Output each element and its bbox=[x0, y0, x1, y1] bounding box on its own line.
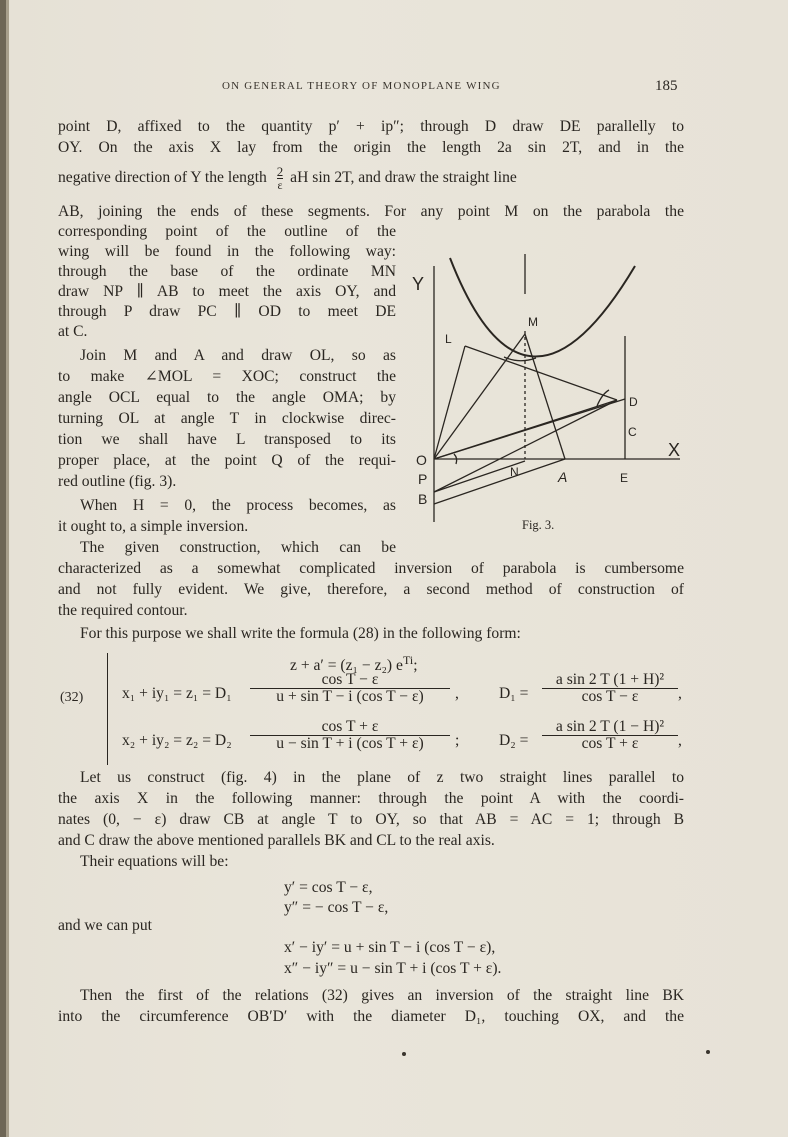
equation-superscript: Ti bbox=[402, 653, 414, 667]
text-line: proper place, at the point Q of the requi- bbox=[58, 452, 396, 469]
equation-y-double-prime: y″ = − cos T − ε, bbox=[284, 899, 389, 916]
fraction bbox=[542, 719, 678, 752]
text-line: corresponding point of the outline of the bbox=[58, 223, 396, 240]
equation-d1: D₁ = bbox=[499, 685, 529, 702]
fraction bbox=[250, 672, 450, 705]
label-b: B bbox=[418, 491, 428, 507]
text-line: nates (0, − ε) draw CB at angle T to OY, so that AB = AC = 1; through B bbox=[58, 811, 684, 828]
text-fragment: aH sin 2T, and draw the straight line bbox=[290, 169, 517, 187]
page-number: 185 bbox=[655, 78, 678, 94]
line-lc bbox=[465, 346, 617, 400]
text-line: tion we shall have L transposed to its bbox=[58, 431, 396, 448]
equation-d2: D₂ = bbox=[499, 732, 529, 749]
equation-comma: , bbox=[455, 685, 459, 702]
fraction-denominator: cos T + ε bbox=[581, 735, 639, 752]
text-line: red outline (fig. 3). bbox=[58, 473, 177, 490]
equation-semicolon: ; bbox=[455, 732, 460, 749]
equation-line-2 bbox=[122, 684, 232, 704]
text-line: For this purpose we shall write the formula (28) in the following form: bbox=[80, 625, 521, 642]
text-line: and not fully evident. We give, therefore, a second method of construction of bbox=[58, 581, 684, 598]
fraction bbox=[542, 672, 678, 705]
text-line: turning OL at angle T in clockwise direc- bbox=[58, 410, 396, 427]
angle-arc-m bbox=[504, 357, 536, 361]
figure-caption: Fig. 3. bbox=[522, 518, 555, 532]
text-line: the required contour. bbox=[58, 602, 188, 619]
book-spine-edge bbox=[6, 0, 9, 1137]
text-line: AB, joining the ends of these segments. For any point M on the parabola the bbox=[58, 203, 684, 220]
label-p: P bbox=[418, 471, 428, 487]
text-line-with-fraction bbox=[58, 165, 517, 192]
fraction-denominator: u + sin T − i (cos T − ε) bbox=[276, 688, 424, 705]
text-line: through the base of the ordinate MN bbox=[58, 263, 396, 280]
equation-comma: , bbox=[678, 732, 682, 749]
text-line: through P draw PC ∥ OD to meet DE bbox=[58, 303, 396, 320]
label-l: L bbox=[445, 332, 452, 346]
equation-text: x₁ + iy₁ = z₁ = D₁ bbox=[122, 685, 232, 702]
label-a: A bbox=[558, 469, 568, 485]
text-line: into the circumference OB′D′ with the diameter D₁, touching OX, and the bbox=[58, 1008, 684, 1025]
fraction-denominator: ε bbox=[277, 178, 283, 192]
running-head: ON GENERAL THEORY OF MONOPLANE WING bbox=[222, 80, 501, 92]
parabola bbox=[450, 258, 635, 357]
text-line: draw NP ∥ AB to meet the axis OY, and bbox=[58, 283, 396, 300]
equation-x-prime: x′ − iy′ = u + sin T − i (cos T − ε), bbox=[284, 939, 496, 956]
text-line: the axis X in the following manner: through the point A with the coordi- bbox=[58, 790, 684, 807]
equation-line-3 bbox=[122, 731, 232, 751]
equation-x-double-prime: x″ − iy″ = u − sin T + i (cos T + ε). bbox=[284, 960, 502, 977]
text-line: it ought to, a simple inversion. bbox=[58, 518, 249, 535]
text-line: and we can put bbox=[58, 917, 152, 934]
text-line: Join M and A and draw OL, so as bbox=[80, 347, 396, 364]
text-line: Their equations will be: bbox=[80, 853, 229, 870]
fraction-numerator: a sin 2 T (1 + H)² bbox=[542, 672, 678, 689]
fraction-denominator: cos T − ε bbox=[581, 688, 639, 705]
text-line: and C draw the above mentioned parallels BK and CL to the real axis. bbox=[58, 832, 495, 849]
ink-speck bbox=[402, 1052, 406, 1056]
text-line: characterized as a somewhat complicated inversion of parabola is cumbersome bbox=[58, 560, 684, 577]
fraction-numerator: cos T + ε bbox=[250, 719, 450, 736]
label-x: X bbox=[668, 440, 681, 460]
fraction bbox=[277, 165, 284, 192]
ink-speck bbox=[706, 1050, 710, 1054]
line-om bbox=[434, 334, 525, 459]
figure-3 bbox=[410, 246, 692, 546]
figure-3-diagram bbox=[410, 246, 692, 546]
line-pc bbox=[434, 400, 617, 492]
text-line: When H = 0, the process becomes, as bbox=[80, 497, 396, 514]
text-line: OY. On the axis X lay from the origin the length 2a sin 2T, and in the bbox=[58, 139, 684, 156]
text-line: wing will be found in the following way: bbox=[58, 243, 396, 260]
label-d: D bbox=[629, 395, 638, 409]
text-line: to make ∠MOL = XOC; construct the bbox=[58, 368, 396, 385]
fraction-numerator: 2 bbox=[276, 164, 284, 179]
fraction bbox=[250, 719, 450, 752]
fraction-denominator: u − sin T + i (cos T + ε) bbox=[276, 735, 424, 752]
equation-brace bbox=[107, 653, 108, 765]
page-header bbox=[0, 78, 788, 98]
equation-line-1: z + a′ = (z₁ − z₂) $e^{Ti}$; bbox=[290, 653, 418, 675]
label-c: C bbox=[628, 425, 637, 439]
text-line: at C. bbox=[58, 323, 88, 340]
equation-number: (32) bbox=[60, 690, 84, 705]
line-ol bbox=[434, 346, 465, 459]
equation-y-prime: y′ = cos T − ε, bbox=[284, 879, 373, 896]
text-fragment: negative direction of Y the length bbox=[58, 169, 267, 187]
text-line: angle OCL equal to the angle OMA; by bbox=[58, 389, 396, 406]
label-n: N bbox=[510, 465, 519, 479]
text-line: Let us construct (fig. 4) in the plane of z two straight lines parallel to bbox=[80, 769, 684, 786]
label-e: E bbox=[620, 471, 629, 485]
fraction-numerator: a sin 2 T (1 − H)² bbox=[542, 719, 678, 736]
line-od bbox=[434, 399, 625, 459]
text-line: point D, affixed to the quantity p′ + ip″; through D draw DE parallelly to bbox=[58, 118, 684, 135]
text-line: The given construction, which can be bbox=[80, 539, 396, 556]
line-ma bbox=[525, 334, 565, 459]
label-m: M bbox=[528, 315, 538, 329]
equation-text: x₂ + iy₂ = z₂ = D₂ bbox=[122, 732, 232, 749]
equation-text: z + a′ = (z₁ − z₂) e bbox=[290, 657, 403, 675]
text-line: Then the first of the relations (32) gives an inversion of the straight line BK bbox=[80, 987, 684, 1004]
fraction-numerator: cos T − ε bbox=[250, 672, 450, 689]
label-o: O bbox=[416, 452, 427, 468]
label-y: Y bbox=[412, 274, 425, 294]
equation-comma: , bbox=[678, 685, 682, 702]
